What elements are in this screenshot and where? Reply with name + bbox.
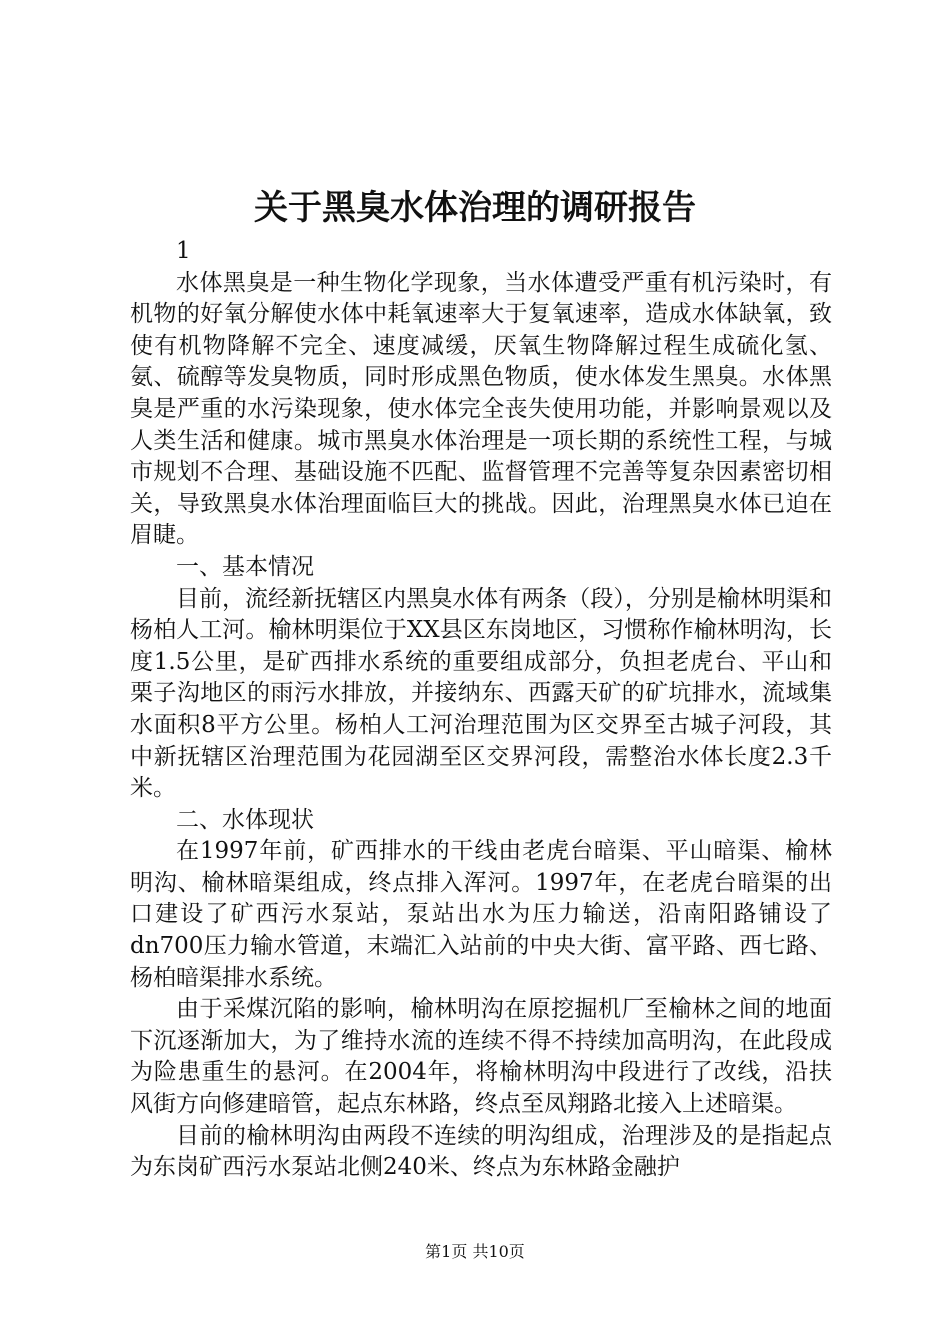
page-footer: 第1页 共10页 <box>425 1242 525 1261</box>
paragraph-basic-situation: 目前，流经新抚辖区内黑臭水体有两条（段），分别是榆林明渠和杨柏人工河。榆林明渠位于XX县区东岗地区，习惯称作榆林明沟，长度1.5公里，是矿西排水系统的重要组成部分，负担老虎台、平山和栗子沟地区的雨污水排放，并接纳东、西露天矿的矿坑排水，流域集水面积8平方公里。杨柏人工河治理范围为区交界至古城子河段，其中新抚辖区治理范围为花园湖至区交界河段，需整治水体长度2.3千米。 <box>130 585 832 802</box>
heading-basic-situation: 一、基本情况 <box>176 553 314 580</box>
paragraph-water-status-3: 目前的榆林明沟由两段不连续的明沟组成，治理涉及的是指起点为东岗矿西污水泵站北侧240米、终点为东林路金融护 <box>130 1122 832 1181</box>
paragraph-water-status-2: 由于采煤沉陷的影响，榆林明沟在原挖掘机厂至榆林之间的地面下沉逐渐加大，为了维持水流的连续不得不持续加高明沟，在此段成为险患重生的悬河。在2004年，将榆林明沟中段进行了改线，沿扶风街方向修建暗管，起点东林路，终点至凤翔路北接入上述暗渠。 <box>130 996 832 1118</box>
heading-water-status: 二、水体现状 <box>176 806 314 833</box>
paragraph-water-status-1: 在1997年前，矿西排水的干线由老虎台暗渠、平山暗渠、榆林明沟、榆林暗渠组成，终点排入浑河。1997年，在老虎台暗渠的出口建设了矿西污水泵站，泵站出水为压力输送，沿南阳路铺设了dn700压力输水管道，末端汇入站前的中央大街、富平路、西七路、杨柏暗渠排水系统。 <box>130 838 832 991</box>
document-title: 关于黑臭水体治理的调研报告 <box>254 188 696 228</box>
section-number: 1 <box>176 238 191 264</box>
paragraph-intro: 水体黑臭是一种生物化学现象，当水体遭受严重有机污染时，有机物的好氧分解使水体中耗氧速率大于复氧速率，造成水体缺氧，致使有机物降解不完全、速度减缓，厌氧生物降解过程生成硫化氢、氨、硫醇等发臭物质，同时形成黑色物质，使水体发生黑臭。水体黑臭是严重的水污染现象，使水体完全丧失使用功能，并影响景观以及人类生活和健康。城市黑臭水体治理是一项长期的系统性工程，与城市规划不合理、基础设施不匹配、监督管理不完善等复杂因素密切相关，导致黑臭水体治理面临巨大的挑战。因此，治理黑臭水体已迫在眉睫。 <box>130 269 832 549</box>
document-body <box>130 236 832 1184</box>
